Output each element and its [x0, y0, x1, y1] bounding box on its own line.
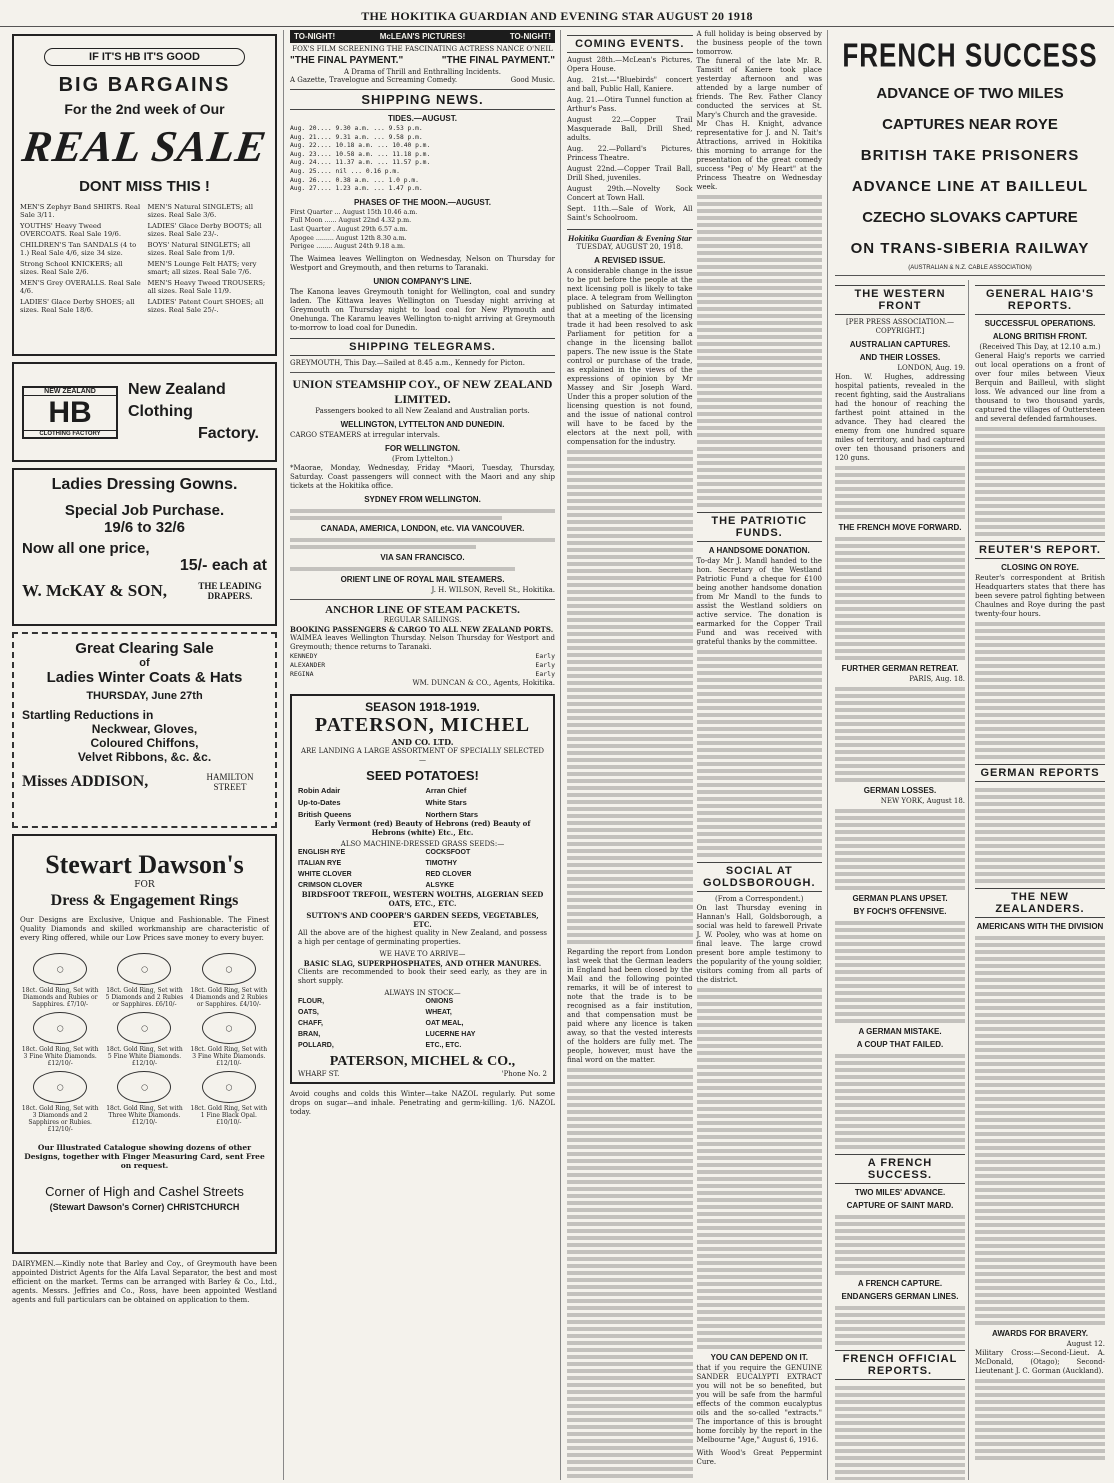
event-item: Aug. 22.—Pollard's Pictures, Princess Theatre.: [567, 145, 693, 162]
stock-item: BRAN,: [298, 1030, 321, 1038]
reuter-text: Reuter's correspondent at British Headquarters states that there has been severe patrol fighting between Chaulnes and Roye during the past twenty-four hours.: [975, 574, 1105, 618]
phone-no: 'Phone No. 2: [501, 1069, 547, 1078]
sale-item: MEN'S Lounge Felt HATS; very smart; all sizes. Real Sale 7/6.: [147, 260, 257, 276]
gc-of: of: [139, 657, 150, 669]
tide-row: Aug. 23.... 10.58 a.m. ... 11.18 p.m.: [290, 150, 431, 158]
wld-heading: WELLINGTON, LYTTELTON AND DUNEDIN.: [340, 419, 505, 429]
also-machine: ALSO MACHINE-DRESSED GRASS SEEDS:—: [340, 839, 505, 848]
gc-subject: Ladies Winter Coats & Hats: [46, 669, 243, 686]
waimea-note: The Waimea leaves Wellington on Wednesday, Nelson on Thursday for Westport and Greymouth, and then returns to Taranaki.: [290, 254, 555, 272]
regular-sailings: REGULAR SAILINGS.: [383, 615, 462, 624]
french-success-2: A FRENCH SUCCESS.: [835, 1154, 965, 1184]
ring-offer: [189, 1071, 269, 1133]
col4-left: [835, 280, 969, 1480]
stock-item: CHAFF,: [298, 1019, 323, 1027]
ring-icon: ◯: [117, 953, 171, 985]
gc-line: Neckwear, Gloves,: [91, 722, 198, 736]
column-1: [6, 30, 284, 1480]
gc-store: Misses ADDISON,: [22, 773, 149, 790]
awards-bravery: AWARDS FOR BRAVERY.: [991, 1329, 1088, 1338]
stock-item: LUCERNE HAY: [425, 1030, 476, 1038]
german-mistake: A GERMAN MISTAKE.: [858, 1027, 942, 1036]
tide-row: Aug. 24.... 11.37 a.m. ... 11.57 p.m.: [290, 159, 431, 167]
ship-name: REGINA: [290, 669, 314, 678]
col4-right: [973, 280, 1105, 1480]
ldg-special: Special Job Purchase.: [64, 502, 225, 519]
great-clearing-sale-ad: [12, 632, 277, 828]
new-zealanders: THE NEW ZEALANDERS.: [975, 888, 1105, 918]
handsome-donation: A HANDSOME DONATION.: [708, 546, 810, 555]
grass-seed: RED CLOVER: [425, 870, 472, 878]
wmduncan-agent: WM. DUNCAN & CO., Agents, Hokitika.: [412, 678, 555, 687]
ship-row: [290, 670, 555, 679]
french-capture: A FRENCH CAPTURE.: [857, 1279, 943, 1288]
ring-icon: ◯: [202, 1071, 256, 1103]
potato-variety: British Queens: [298, 809, 352, 819]
sale-item: CHILDREN'S Tan SANDALS (4 to 1.) Real Sale 4/6, size 34 size.: [20, 241, 137, 257]
nazol-ad: Avoid coughs and colds this Winter—take NAZOL regularly. Put some drops on sugar—and inhale. Penetrating and germ-killing. 1/6. NAZOL today.: [290, 1089, 555, 1116]
closing-roye: CLOSING ON ROYE.: [1001, 563, 1079, 572]
paper-date: TUESDAY, AUGUST 20, 1918.: [576, 243, 684, 251]
landing-text: ARE LANDING A LARGE ASSORTMENT OF SPECIALLY SELECTED—: [300, 746, 545, 764]
potato-variety: Northern Stars: [425, 809, 479, 819]
further-retreat: FURTHER GERMAN RETREAT.: [841, 664, 959, 673]
potato-variety: Robin Adair: [298, 785, 341, 795]
revised-text: A considerable change in the issue to be put before the people at the next licensing poll is likely to take place. A telegram from Wellington published on Saturday intimated that at a meeting of the licensing trade it had been resolved to ask Parliament for petition for a change in the licensing ballot papers. The new issue is the State control or purchase of the trade, as explained in the views of the expressions of opinion by Mr Massey and Sir Joseph Ward. Under this a proper solution of the licensing question is not found, and the issue of national control will have to be faced by the electors at the next poll, with compensation for the industry.: [567, 267, 693, 446]
sale-item: LADIES' Glace Derby BOOTS; all sizes. Real Sale 23/-.: [147, 222, 262, 238]
sale-item: LADIES' Patent Court SHOES; all sizes. Real Sale 25/-.: [147, 298, 264, 314]
clients-line: Clients are recommended to book their seed early, as they are in short supply.: [298, 967, 547, 985]
paterson-michel-ad: [290, 694, 555, 1084]
stock-item: POLLARD,: [298, 1041, 334, 1049]
stock-list: [298, 998, 547, 1050]
basic-slag: BASIC SLAG, SUPERPHOSPHATES, AND OTHER MANURES.: [303, 958, 542, 968]
union-line: UNION COMPANY'S LINE.: [373, 276, 472, 286]
seeds-more: BIRDSFOOT TREFOIL, WESTERN WOLTHS, ALGERIAN SEED OATS, ETC., ETC.: [301, 889, 544, 908]
sd-desc: Our Designs are Exclusive, Unique and Fashionable. The Finest Quality Diamonds and skilled workmanship are characteristic of every Ring offered, while our Low Prices save money to every buyer.: [20, 916, 269, 942]
grass-seed-list: [298, 849, 547, 890]
headline-line: BRITISH TAKE PRISONERS: [860, 147, 1080, 164]
tide-row: Aug. 27.... 1.23 a.m. ... 1.47 p.m.: [290, 185, 423, 193]
ldg-drapers: THE LEADING DRAPERS.: [198, 581, 262, 601]
shipping-news: SHIPPING NEWS.: [290, 89, 555, 110]
ship-status: Early: [535, 651, 555, 660]
grass-seed: CRIMSON CLOVER: [298, 881, 363, 889]
event-item: August 29th.—Novelty Sock Concert at Town Hall.: [567, 185, 693, 202]
aus-captures: AUSTRALIAN CAPTURES.: [849, 340, 951, 349]
hughes-text: Hon. W. Hughes, addressing hospital patients, revealed in the recent fighting, said the Australians had the honour of reaching the farthest point attained in the advance. They had cleared the enemy from one hundred square miles of territory, and had captured over ten thousand prisoners and 120 guns.: [835, 373, 965, 462]
grass-seed: ALSYKE: [425, 881, 454, 889]
official-reports: FRENCH OFFICIAL REPORTS.: [835, 1350, 965, 1380]
german-losses: GERMAN LOSSES.: [863, 786, 937, 795]
sd-title: Stewart Dawson's: [45, 850, 244, 879]
moon-row: Perigee ........ August 24th 9.18 a.m.: [290, 243, 406, 251]
stock-item: OATS,: [298, 1008, 319, 1016]
ring-caption: 18ct. Gold Ring, Set with 4 Diamonds and 2 Rubies or Sapphires. £4/10/-: [189, 987, 268, 1008]
knight-note: Mr Chas H. Knight, advance representative for J. and N. Tait's Attractions, arrived in Hokitika this morning to arrange for the presentation of the great comedy success "Peg o' My Heart" at the Princess Theatre on Wednesday week.: [696, 120, 822, 191]
arrive-line: WE HAVE TO ARRIVE—: [379, 949, 466, 958]
successful-ops: SUCCESSFUL OPERATIONS.: [984, 319, 1096, 328]
stewart-dawson-ad: [12, 834, 277, 1254]
final-payment: "THE FINAL PAYMENT.": [290, 55, 404, 66]
ring-caption: 18ct. Gold Ring, Set with Three White Diamonds. £12/10/-: [106, 1105, 183, 1126]
ring-offer: [104, 1071, 184, 1133]
ship-status: Early: [535, 669, 555, 678]
sanfran-heading: VIA SAN FRANCISCO.: [380, 552, 465, 562]
potato-variety: White Stars: [425, 797, 467, 807]
gazette-line: A Gazette, Travelogue and Screaming Comedy.: [290, 76, 458, 84]
phases-heading: PHASES OF THE MOON.—AUGUST.: [354, 197, 491, 207]
aus-losses: AND THEIR LOSSES.: [859, 353, 941, 362]
pictures-bar: [290, 30, 555, 43]
tonight-label: TO-NIGHT!: [509, 32, 551, 41]
headline-french-success: FRENCH SUCCESS: [842, 35, 1098, 75]
ring-icon: ◯: [202, 953, 256, 985]
tide-row: Aug. 21.... 9.31 a.m. ... 9.58 p.m.: [290, 133, 423, 141]
hb-logo-top: NEW ZEALAND: [24, 388, 116, 396]
along-bf: ALONG BRITISH FRONT.: [992, 332, 1088, 341]
ring-caption: 18ct. Gold Ring, Set with 5 Fine White Diamonds. £12/10/-: [106, 1046, 183, 1067]
ring-caption: 18ct. Gold Ring, Set with 5 Diamonds and 2 Rubies or Sapphires. £6/10/-: [105, 987, 184, 1008]
ring-caption: 18ct. Gold Ring, Set with 1 Fine Black Opal. £10/10/-: [190, 1105, 268, 1126]
usco-passengers: Passengers booked to all New Zealand and Australian ports.: [315, 406, 530, 415]
waimea2-note: WAIMEA leaves Wellington Thursday. Nelson Thursday for Westport and Greymouth; thence returns to Taranaki.: [290, 633, 555, 651]
moon-row: First Quarter ... August 15th 10.46 a.m.: [290, 208, 418, 216]
anchor-title: ANCHOR LINE OF STEAM PACKETS.: [325, 603, 520, 616]
event-item: Aug. 21st.—"Bluebirds" concert and ball, Public Hall, Kaniere.: [567, 76, 693, 93]
headline-line: CAPTURES NEAR ROYE: [882, 116, 1058, 133]
moon-row: Full Moon ...... August 22nd 4.32 p.m.: [290, 217, 412, 225]
event-item: August 28th.—McLean's Pictures, Opera House.: [567, 56, 693, 73]
sale-items: [20, 203, 269, 314]
tonight-label: TO-NIGHT!: [294, 32, 336, 41]
headline-block: [835, 35, 1105, 271]
sd-catalogue: Our Illustrated Catalogue showing dozens of other Designs, together with Finger Measuring Card, sent Free on request.: [24, 1143, 265, 1170]
shipping-telegrams: SHIPPING TELEGRAMS.: [290, 338, 555, 356]
sale-item: LADIES' Glace Derby SHOES; all sizes. Real Sale 18/6.: [20, 298, 135, 314]
military-cross: Military Cross:—Second-Lieut. A. McDonald, (Otago); Second-Lieutenant J. C. Gorman (Auckland).: [975, 1349, 1105, 1375]
masthead: THE HOKITIKA GUARDIAN AND EVENING STAR AUGUST 20 1918: [0, 5, 1114, 27]
stock-item: ETC., ETC.: [425, 1041, 462, 1049]
endangers: ENDANGERS GERMAN LINES.: [841, 1292, 959, 1301]
sutton-line: SUTTON'S AND COOPER'S GARDEN SEEDS, VEGETABLES, ETC.: [306, 910, 539, 929]
sd-corner: Corner of High and Cashel Streets: [45, 1184, 244, 1199]
cargo-line: CARGO STEAMERS at irregular intervals.: [290, 430, 440, 439]
kanona-note: The Kanona leaves Greymouth tonight for Wellington, coal and sundry laden. The Kittawa leaves Wellington on Tuesday night arriving at Greymouth on Thursday night to load coal for New Plymouth and Onehunga. The Karamu leaves Wellington to-night arriving at Greymouth to-morrow to load coal for Dunedin.: [290, 287, 555, 332]
column-2: [285, 30, 561, 1480]
sale-item: BOYS' Natural SINGLETS; all sizes. Real Sale from 1/9.: [147, 241, 251, 257]
gc-address: HAMILTON STREET: [206, 772, 254, 792]
nz-sub: AMERICANS WITH THE DIVISION: [976, 922, 1104, 931]
social-sub: (From a Correspondent.): [714, 895, 804, 903]
coup-failed: A COUP THAT FAILED.: [856, 1040, 944, 1049]
grass-seed: ITALIAN RYE: [298, 859, 342, 867]
ring-icon: ◯: [33, 1071, 87, 1103]
dateline: PARIS, Aug. 18.: [909, 675, 965, 683]
sale-item: MEN'S Natural SINGLETS; all sizes. Real Sale 3/6.: [147, 203, 254, 219]
coming-events: COMING EVENTS.: [567, 35, 693, 53]
dairymen-notice: DAIRYMEN.—Kindly note that Barley and Coy., of Greymouth have been appointed District Agents for the Alfa Laval Separator, the best and most efficient on the market. Terms can be arranged with Barley & Co., Ltd., agents. Messrs. Jeffries and Co., Ross, have been appointed Westland agents and full particulars can be obtained on application to them.: [12, 1260, 277, 1304]
press-assoc: [PER PRESS ASSOCIATION.—COPYRIGHT.]: [846, 318, 954, 335]
sydney-heading: SYDNEY FROM WELLINGTON.: [364, 494, 481, 504]
potato-variety: Arran Chief: [425, 785, 467, 795]
grass-seed: COCKSFOOT: [425, 848, 471, 856]
foch-offensive: BY FOCH'S OFFENSIVE.: [853, 907, 947, 916]
sd-subtitle: Dress & Engagement Rings: [50, 892, 239, 909]
second-week: For the 2nd week of Our: [64, 101, 225, 117]
gc-line: Startling Reductions in: [22, 708, 154, 722]
wilson-agent: J. H. WILSON, Revell St., Hokitika.: [431, 585, 555, 594]
season-title: SEASON 1918-1919.: [365, 699, 480, 714]
ring-grid: [20, 953, 269, 1133]
ring-offer: [189, 953, 269, 1008]
gc-line: Velvet Ribbons, &c. &c.: [77, 750, 212, 764]
event-item: August 22nd.—Copper Trail Ball, Drill Shed, juveniles.: [567, 165, 693, 182]
ldg-now: Now all one price,: [22, 540, 150, 557]
ring-caption: 18ct. Gold Ring, Set with 3 Diamonds and 2 Sapphires or Rubies. £12/10/-: [21, 1105, 99, 1133]
usco-title: UNION STEAMSHIP COY., OF NEW ZEALAND LIMITED.: [292, 376, 553, 406]
hb-text-line: Factory.: [197, 425, 259, 442]
column-3: [562, 30, 828, 1480]
ship-row: [290, 652, 555, 661]
grass-seed: WHITE CLOVER: [298, 870, 352, 878]
ship-status: Early: [535, 660, 555, 669]
grass-seed: ENGLISH RYE: [298, 848, 346, 856]
event-item: August 22.—Copper Trail Masquerade Ball, Drill Shed, adults.: [567, 116, 693, 142]
maori-note: *Maorae, Monday, Wednesday, Friday *Maori, Tuesday, Thursday, Saturday. Coast passengers will connect with the Maori and any ship tickets at the Hokitika office.: [290, 463, 555, 490]
seed-potatoes: SEED POTATOES!: [366, 767, 479, 783]
stock-item: WHEAT,: [425, 1008, 452, 1016]
gc-date: THURSDAY, June 27th: [86, 690, 203, 702]
ring-offer: [20, 1071, 100, 1133]
fromlytt: (From Lyttelton.): [392, 454, 453, 463]
hb-real-sale-ad: [12, 34, 277, 356]
ring-caption: 18ct. Gold Ring, Set with 3 Fine White Diamonds. £12/10/-: [190, 1046, 268, 1067]
ldg-each: 15/- each at: [179, 557, 267, 574]
received-line: (Received This Day, at 12.10 a.m.): [979, 343, 1101, 351]
its-good-logo: IF IT'S HB IT'S GOOD: [44, 48, 245, 66]
ring-icon: ◯: [117, 1012, 171, 1044]
reuter-report: REUTER'S REPORT.: [975, 541, 1105, 559]
pmco-footer: PATERSON, MICHEL & CO.,: [329, 1053, 516, 1069]
real-sale-title: REAL SALE: [19, 122, 270, 171]
haig-reports: GENERAL HAIG'S REPORTS.: [975, 285, 1105, 315]
column-4: [830, 30, 1110, 1480]
ring-icon: ◯: [117, 1071, 171, 1103]
moon-table: [290, 209, 555, 252]
hb-logo: [22, 386, 118, 439]
sale-item: YOUTHS' Heavy Tweed OVERCOATS. Real Sale 19/6.: [20, 222, 122, 238]
dont-miss: DONT MISS THIS !: [79, 178, 210, 195]
final-payment: "THE FINAL PAYMENT.": [441, 55, 555, 66]
tide-row: Aug. 20.... 9.30 a.m. ... 9.53 p.m.: [290, 125, 423, 132]
hb-logo-bottom: CLOTHING FACTORY: [24, 430, 116, 437]
ship-name: ALEXANDER: [290, 660, 326, 669]
patriotic-text: To-day Mr J. Mandl handed to the hon. Secretary of the Westland Patriotic Fund a cheque for £100 being another handsome donation from Mr Mandl to the funds to assist the Westland soldiers on active service. The donation is earmarked for the Copper Trail Fund and was received with grateful thanks by the committee.: [696, 557, 822, 646]
gc-title: Great Clearing Sale: [75, 640, 214, 657]
plans-upset: GERMAN PLANS UPSET.: [852, 894, 948, 903]
tide-table: [290, 125, 555, 194]
haig-text: General Haig's reports we carried out local operations on a front of over four miles between Vieux Berquin and Bailleul, with slight loss. We advanced our line from a thousand to two thousand yards, captured the villages of Outtersteen and several defended farmhouses.: [975, 352, 1105, 423]
social-text: On last Thursday evening in Hannan's Hall, Goldsborough, a social was held to farewell Private J. W. Pooley, who was at home on final leave. The large crowd present bore ample testimony to the popularity of the young soldier, visitors coming from all parts of the district.: [696, 904, 822, 984]
cable-assoc: (AUSTRALIAN & N.Z. CABLE ASSOCIATION): [908, 265, 1032, 271]
ring-icon: ◯: [202, 1012, 256, 1044]
grass-seed: TIMOTHY: [425, 859, 457, 867]
two-miles: TWO MILES' ADVANCE.: [854, 1188, 946, 1197]
ring-offer: [189, 1012, 269, 1067]
drama-line: A Drama of Thrill and Enthralling Incidents.: [344, 68, 501, 76]
fox-film: FOX'S FILM SCREENING THE FASCINATING ACTRESS NANCE O'NEIL: [292, 45, 553, 53]
french-move: THE FRENCH MOVE FORWARD.: [838, 523, 962, 532]
ship-name: KENNEDY: [290, 651, 318, 660]
stock-item: ONIONS: [425, 997, 454, 1005]
paper-name: Hokitika Guardian & Evening Star: [567, 229, 693, 243]
tide-row: Aug. 26.... 0.38 a.m. ... 1.0 p.m.: [290, 176, 419, 184]
funeral-note: The funeral of the late Mr. R. Tamsitt of Kaniere took place yesterday afternoon and was attended by a large number of friends. The Rev. Father Clancy conducted the services at St. Mary's Church and the graveside.: [696, 57, 822, 119]
sale-item: MEN'S Heavy Tweed TROUSERS; all sizes. Real Sale 11/9.: [147, 279, 266, 295]
events-list: [567, 56, 693, 223]
tide-row: Aug. 22.... 10.18 a.m. ... 10.40 p.m.: [290, 142, 431, 150]
peppermint-line: With Wood's Great Peppermint Cure.: [696, 1449, 822, 1466]
event-item: Aug. 21.—Otira Tunnel function at Arthur's Pass.: [567, 96, 693, 113]
ring-offer: [20, 953, 100, 1008]
good-music: Good Music.: [510, 76, 555, 84]
potato-variety: Up-to-Dates: [298, 797, 341, 807]
ring-offer: [20, 1012, 100, 1067]
sanders-text: that if you require the GENUINE SANDER EUCALYPTI EXTRACT you will not be so benefited, but you will be safe from the harmful effects of the common eucalyptus oils and the so-called "extracts." The importance of this is brought home forcibly by the report in the Melbourne "Age," August 6, 1916.: [696, 1364, 822, 1444]
awards-date: August 12.: [1066, 1340, 1105, 1348]
sale-item: MEN'S Grey OVERALLS. Real Sale 4/6.: [20, 279, 141, 295]
sd-for: FOR: [134, 880, 155, 890]
ring-icon: ◯: [33, 1012, 87, 1044]
event-item: Sept. 11th.—Sale of Work, All Saint's Schoolroom.: [567, 205, 693, 222]
western-front: THE WESTERN FRONT: [835, 285, 965, 315]
dateline: LONDON, Aug. 19.: [897, 364, 965, 372]
always-stock: ALWAYS IN STOCK—: [384, 988, 461, 997]
all-above: All the above are of the highest quality in New Zealand, and possess a high per centage of germinating properties.: [298, 928, 547, 946]
sale-item: MEN'S Zephyr Band SHIRTS. Real Sale 3/11.: [20, 203, 141, 219]
orient-heading: ORIENT LINE OF ROYAL MAIL STEAMERS.: [340, 574, 505, 584]
moon-row: Last Quarter . August 29th 6.57 a.m.: [290, 225, 408, 233]
hb-letters: HB: [48, 395, 92, 429]
ship-list: [290, 652, 555, 679]
moon-row: Apogee ......... August 12th 8.30 a.m.: [290, 234, 407, 242]
german-reports: GERMAN REPORTS: [975, 764, 1105, 782]
hb-clothing-ad: [12, 362, 277, 462]
headline-line: CZECHO SLOVAKS CAPTURE: [862, 209, 1078, 226]
big-bargains: BIG BARGAINS: [58, 74, 231, 96]
revised-heading: A REVISED ISSUE.: [594, 256, 666, 265]
headline-line: ADVANCE LINE AT BAILLEUL: [851, 178, 1089, 195]
depend-heading: YOU CAN DEPEND ON IT.: [710, 1353, 808, 1362]
ship-row: [290, 661, 555, 670]
ladies-dressing-gowns-ad: [12, 468, 277, 626]
forwell-heading: FOR WELLINGTON.: [385, 443, 460, 453]
ldg-store: W. McKAY & SON,: [22, 581, 167, 600]
social-heading: SOCIAL AT GOLDSBOROUGH.: [697, 862, 823, 892]
greymouth-telegram: GREYMOUTH, This Day.—Sailed at 8.45 a.m., Kennedy for Picton.: [290, 358, 525, 367]
ldg-price-range: 19/6 to 32/6: [104, 519, 185, 536]
patriotic-heading: THE PATRIOTIC FUNDS.: [697, 512, 823, 542]
hb-text-line: Clothing: [128, 403, 193, 420]
stock-item: FLOUR,: [298, 997, 325, 1005]
tide-row: Aug. 25.... nil ... 0.16 p.m.: [290, 167, 400, 175]
stock-item: OAT MEAL,: [425, 1019, 464, 1027]
ring-offer: [104, 953, 184, 1008]
paterson-title: PATERSON, MICHEL: [314, 713, 531, 736]
dateline: NEW YORK, August 18.: [880, 797, 965, 805]
potato-list: [298, 786, 547, 819]
canada-heading: CANADA, AMERICA, LONDON, etc. VIA VANCOUVER.: [320, 523, 525, 533]
andco: AND CO. LTD.: [391, 736, 454, 747]
regarding-text: Regarding the report from London last week that the German leaders in England had been closed by the Mail and the following pointed remarks, it will be of interest to note that the trade is to be recognised as a fair institution, and that compensation must be paid where any licence is taken away, so that the vested interests of the holders are fully met. The people, however, must have the final word on the matter.: [567, 948, 693, 1064]
booking-line: BOOKING PASSENGERS & CARGO TO ALL NEW ZEALAND PORTS.: [290, 624, 554, 634]
ring-caption: 18ct. Gold Ring, Set with Diamonds and Rubies or Sapphires. £7/10/-: [21, 987, 99, 1008]
col3-left: [567, 30, 693, 1480]
saint-mard: CAPTURE OF SAINT MARD.: [846, 1201, 954, 1210]
sd-city: (Stewart Dawson's Corner) CHRISTCHURCH: [49, 1202, 240, 1212]
ring-caption: 18ct. Gold Ring, Set with 3 Fine White Diamonds. £12/10/-: [21, 1046, 99, 1067]
tides-heading: TIDES.—AUGUST.: [388, 114, 457, 123]
sale-item: Strong School KNICKERS; all sizes. Real Sale 2/6.: [20, 260, 123, 276]
hb-text-line: New Zealand: [128, 381, 226, 398]
headline-line: ON TRANS-SIBERIA RAILWAY: [850, 240, 1090, 257]
col3-right: [697, 30, 823, 1480]
full-holiday: A full holiday is being observed by the business people of the town tomorrow.: [696, 30, 822, 56]
mclean-label: McLEAN'S PICTURES!: [379, 32, 466, 41]
headline-line: ADVANCE OF TWO MILES: [876, 85, 1064, 102]
ring-icon: ◯: [33, 953, 87, 985]
wharf-st: WHARF ST.: [298, 1069, 340, 1078]
potatoes-more: Early Vermont (red) Beauty of Hebrons (red) Beauty of Hebrons (white) Etc., Etc.: [314, 818, 531, 837]
ldg-title: Ladies Dressing Gowns.: [51, 476, 238, 493]
ring-offer: [104, 1012, 184, 1067]
gc-line: Coloured Chiffons,: [90, 736, 199, 750]
